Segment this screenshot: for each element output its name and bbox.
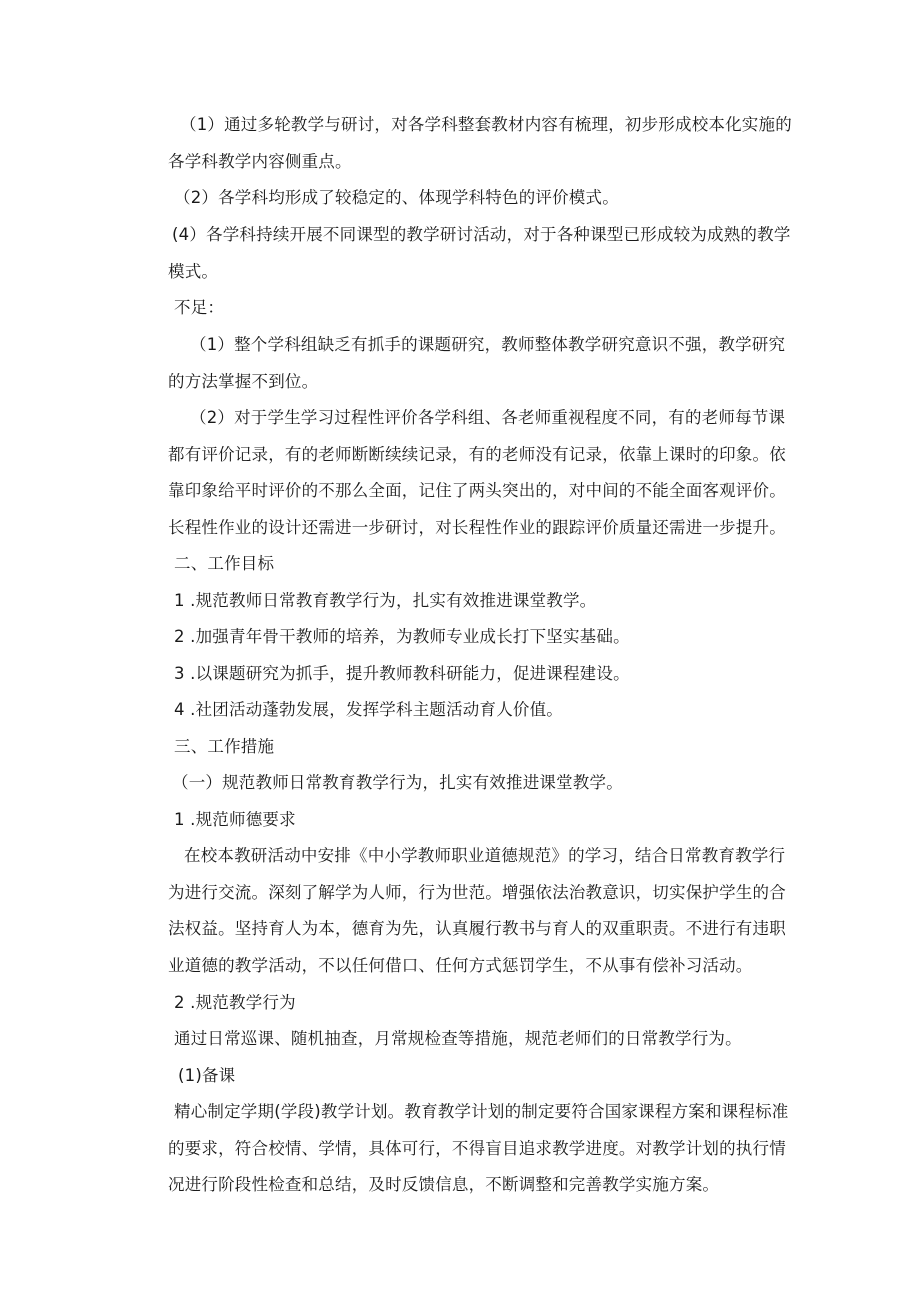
paragraph-achievement-1: （1）通过多轮教学与研讨，对各学科整套教材内容有梳理，初步形成校本化实施的各学科教学内容侧重点。 bbox=[168, 115, 792, 171]
paragraph-shortcoming-2: （2）对于学生学习过程性评价各学科组、各老师重视程度不同，有的老师每节课都有评价记录，有的老师断断续续记录，有的老师没有记录，依靠上课时的印象。依靠印象给平时评价的不那么全面，记住了两头突出的，对中间的不能全面客观评价。长程性作业的设计还需进一步研讨，对长程性作业的跟踪评价质量还需进一步提升。 bbox=[168, 408, 786, 537]
section-heading-work-measures: 三、工作措施 bbox=[174, 737, 275, 756]
paragraph-lesson-prep: 精心制定学期(学段)教学计划。教育教学计划的制定要符合国家课程方案和课程标准的要求，符合校情、学情，具体可行，不得盲目追求教学进度。对教学计划的执行情况进行阶段性检查和总结，及时反馈信息，不断调整和完善教学实施方案。 bbox=[168, 1102, 789, 1194]
subitem-lesson-prep-heading: (1)备课 bbox=[178, 1066, 236, 1085]
paragraph-shortcoming-1: （1）整个学科组缺乏有抓手的课题研究，教师整体教学研究意识不强，教学研究的方法掌握不到位。 bbox=[168, 335, 786, 391]
paragraph-shortcomings-heading: 不足： bbox=[174, 298, 225, 317]
goal-item-1: 1 .规范教师日常教育教学行为，扎实有效推进课堂教学。 bbox=[174, 591, 597, 610]
goal-item-4: 4 .社团活动蓬勃发展，发挥学科主题活动育人价值。 bbox=[174, 700, 563, 719]
paragraph-achievement-4: (4）各学科持续开展不同课型的教学研讨活动，对于各种课型已形成较为成熟的教学模式。 bbox=[168, 225, 791, 281]
goal-item-3: 3 .以课题研究为抓手，提升教师教科研能力，促进课程建设。 bbox=[174, 664, 630, 683]
paragraph-achievement-2: （2）各学科均形成了较稳定的、体现学科特色的评价模式。 bbox=[174, 188, 619, 207]
section-heading-work-goals: 二、工作目标 bbox=[174, 554, 275, 573]
measure-subheading-1: （一）规范教师日常教育教学行为，扎实有效推进课堂教学。 bbox=[172, 773, 623, 792]
goal-item-2: 2 .加强青年骨干教师的培养，为教师专业成长打下坚实基础。 bbox=[174, 627, 630, 646]
measure-item-teaching-heading: 2 .规范教学行为 bbox=[174, 993, 296, 1012]
paragraph-ethics-requirements: 在校本教研活动中安排《中小学教师职业道德规范》的学习，结合日常教育教学行为进行交流。深刻了解学为人师，行为世范。增强依法治教意识，切实保护学生的合法权益。坚持育人为本，德育为先，认真履行教书与育人的双重职责。不进行有违职业道德的教学活动，不以任何借口、任何方式惩罚学生，不从事有偿补习活动。 bbox=[168, 846, 786, 975]
paragraph-teaching-behavior: 通过日常巡课、随机抽查，月常规检查等措施，规范老师们的日常教学行为。 bbox=[174, 1029, 742, 1048]
measure-item-ethics-heading: 1 .规范师德要求 bbox=[174, 810, 296, 829]
